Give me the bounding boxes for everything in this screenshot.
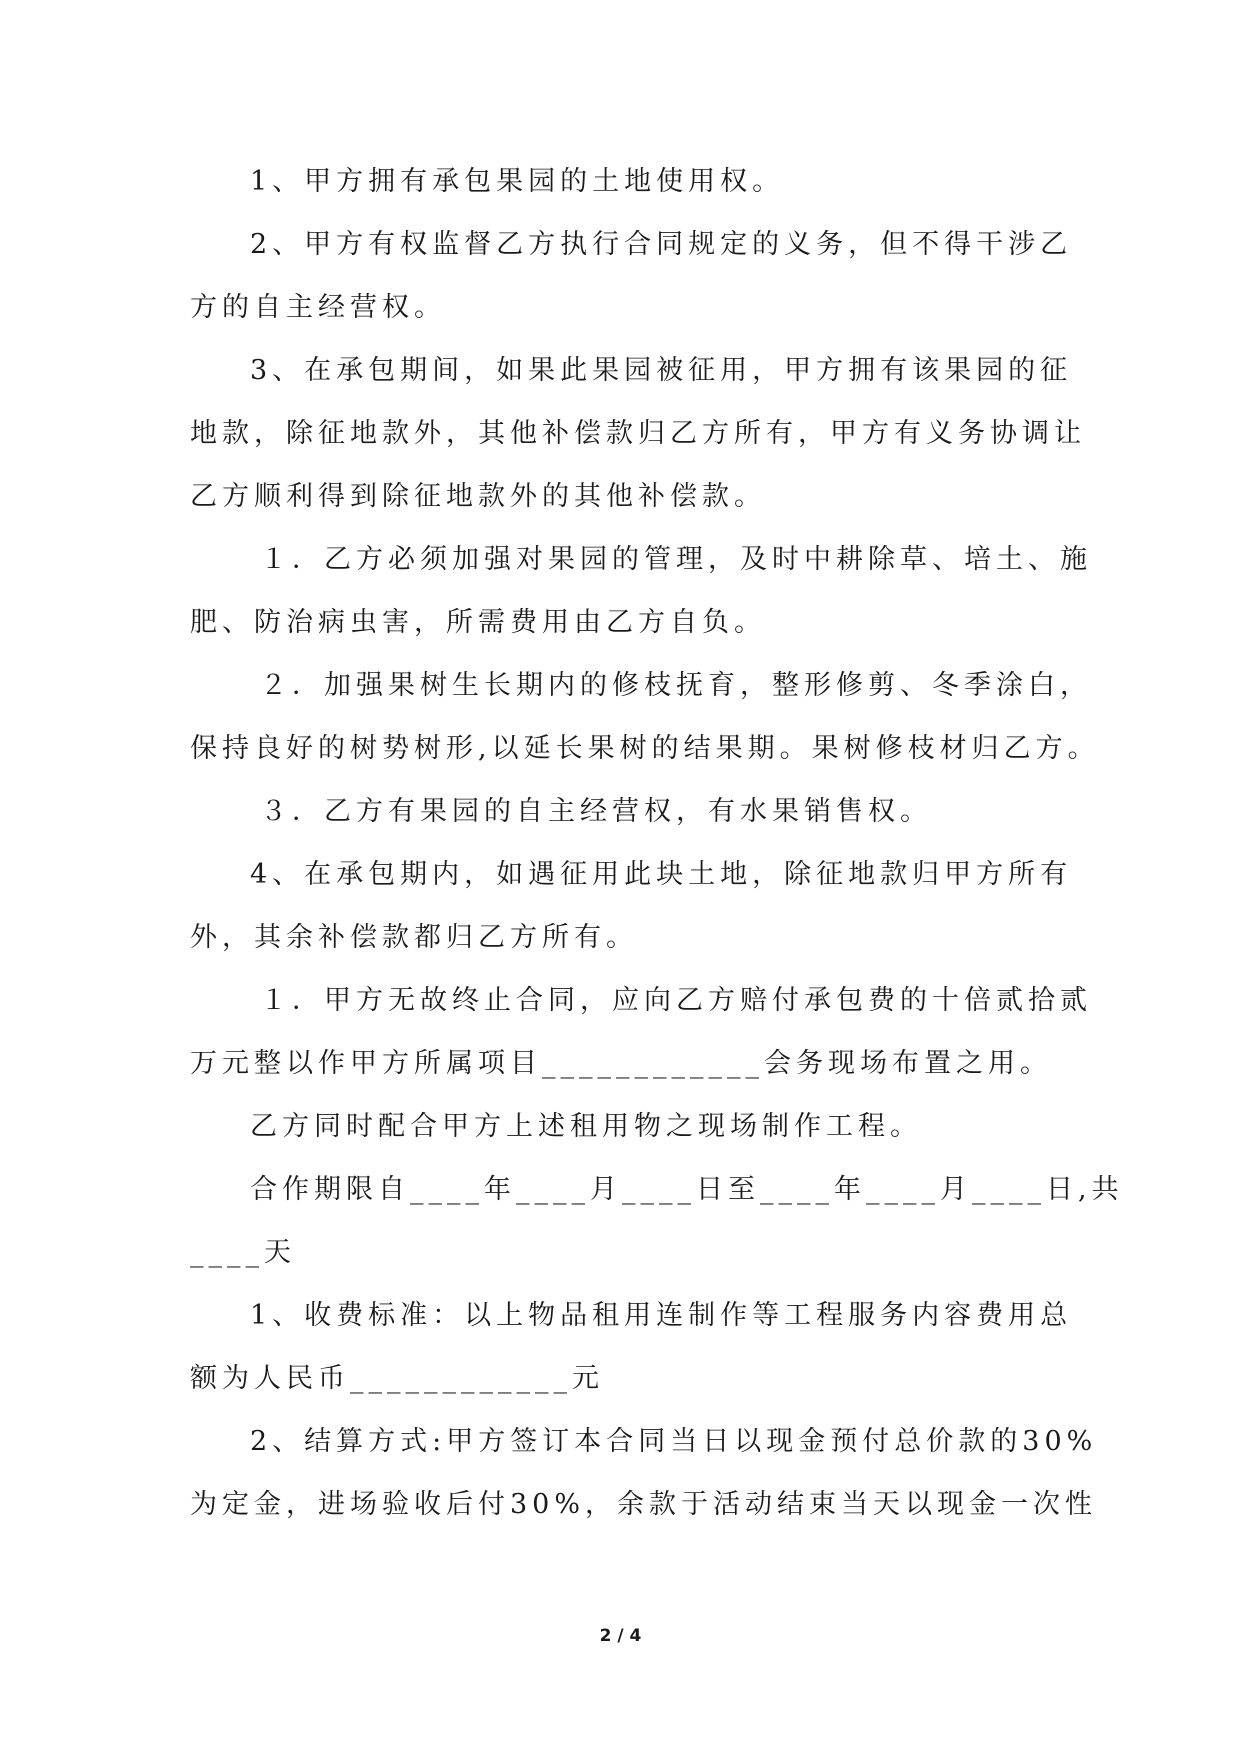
paragraph-2 bbox=[190, 213, 1073, 339]
paragraph-line: 为定金，进场验收后付30%，余款于活动结束当天以现金一次性 bbox=[190, 1489, 1098, 1520]
paragraph-7 bbox=[190, 843, 1073, 969]
paragraph-line: １．乙方必须加强对果园的管理，及时中耕除草、培土、施 bbox=[260, 544, 1092, 575]
paragraph-line: 1、甲方拥有承包果园的土地使用权。 bbox=[250, 166, 785, 197]
paragraph-9 bbox=[190, 1095, 1060, 1158]
paragraph-line: 1、收费标准：以上物品租用连制作等工程服务内容费用总 bbox=[250, 1300, 1073, 1331]
paragraph-line: 乙方同时配合甲方上述租用物之现场制作工程。 bbox=[250, 1111, 922, 1142]
paragraph-line: 合作期限自____年____月____日至____年____月____日,共 bbox=[250, 1174, 1124, 1205]
paragraph-line: 外，其余补偿款都归乙方所有。 bbox=[190, 922, 638, 953]
paragraph-line: ____天 bbox=[190, 1237, 296, 1268]
paragraph-6 bbox=[190, 780, 1060, 843]
paragraph-line: 肥、防治病虫害，所需费用由乙方自负。 bbox=[190, 607, 766, 638]
paragraph-line: 方的自主经营权。 bbox=[190, 292, 446, 323]
paragraph-line: 4、在承包期内，如遇征用此块土地，除征地款归甲方所有 bbox=[250, 859, 1073, 890]
paragraph-5 bbox=[190, 654, 1100, 780]
paragraph-line: 地款，除征地款外，其他补偿款归乙方所有，甲方有义务协调让 bbox=[190, 418, 1086, 449]
paragraph-3 bbox=[190, 339, 1086, 528]
paragraph-line: 万元整以作甲方所属项目____________会务现场布置之用。 bbox=[190, 1048, 1052, 1079]
paragraph-line: 乙方顺利得到除征地款外的其他补偿款。 bbox=[190, 481, 766, 512]
paragraph-line: 3、在承包期间，如果此果园被征用，甲方拥有该果园的征 bbox=[250, 355, 1073, 386]
paragraph-8 bbox=[190, 969, 1092, 1095]
paragraph-line: １．甲方无故终止合同，应向乙方赔付承包费的十倍贰拾贰 bbox=[260, 985, 1092, 1016]
paragraph-line: 额为人民币____________元 bbox=[190, 1363, 604, 1394]
paragraph-4 bbox=[190, 528, 1092, 654]
paragraph-line: ２．加强果树生长期内的修枝抚育，整形修剪、冬季涂白， bbox=[260, 670, 1092, 701]
paragraph-12 bbox=[190, 1410, 1098, 1536]
page-number: 2 / 4 bbox=[599, 1626, 642, 1646]
paragraph-line: 保持良好的树势树形,以延长果树的结果期。果树修枝材归乙方。 bbox=[190, 733, 1100, 764]
paragraph-11 bbox=[190, 1284, 1073, 1410]
document-body bbox=[190, 150, 1124, 1536]
paragraph-line: ３．乙方有果园的自主经营权，有水果销售权。 bbox=[260, 796, 932, 827]
paragraph-10 bbox=[190, 1158, 1124, 1284]
paragraph-line: 2、甲方有权监督乙方执行合同规定的义务，但不得干涉乙 bbox=[250, 229, 1073, 260]
paragraph-line: 2、结算方式:甲方签订本合同当日以现金预付总价款的30% bbox=[250, 1426, 1098, 1457]
paragraph-1 bbox=[190, 150, 1060, 213]
